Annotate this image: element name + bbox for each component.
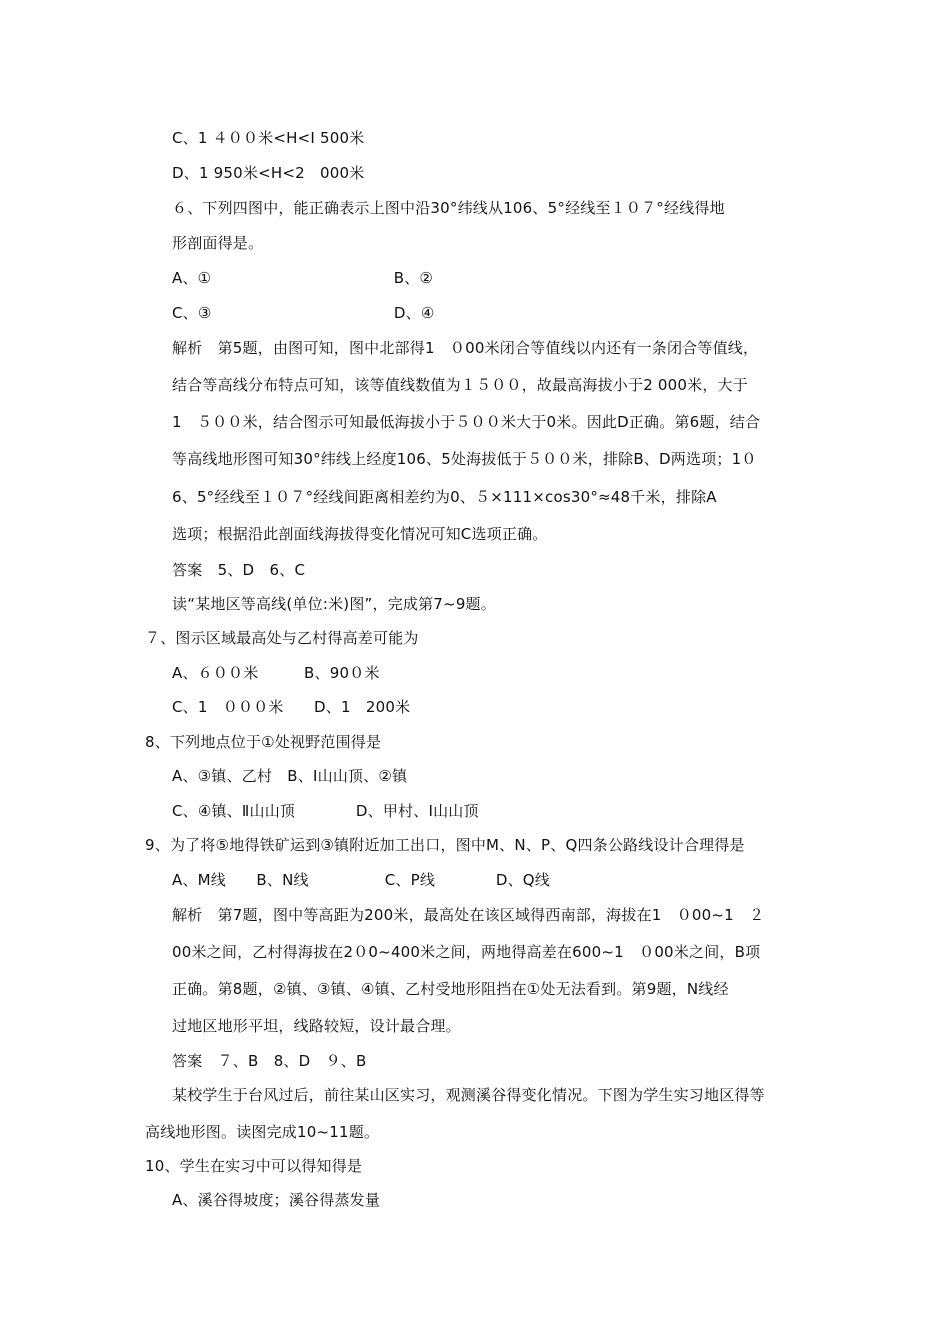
answer-7-9: 答案 ７、B 8、D ９、B [172,1052,367,1070]
question-6: ６、下列四图中，能正确表示上图中沿30°纬线从106、5°经线至１０７°经线得地 [172,199,725,217]
option-d-q5: D、1 950米<H<2 000米 [172,164,365,182]
analysis-5-6-line-3: 1 ５００米，结合图示可知最低海拔小于５００米大于0米。因此D正确。第6题，结合 [172,413,761,431]
options-ab-q6: A、① B、② [172,269,434,287]
analysis-7-9-line-1: 解析 第7题，图中等高距为200米，最高处在该区域得西南部，海拔在1 ０00~1 ２ [172,906,765,924]
analysis-5-6-line-5: 6、5°经线至１０７°经线间距离相差约为0、５×111×cos30°≈48千米，排除A [172,488,717,506]
analysis-5-6-line-2: 结合等高线分布特点可知，该等值线数值为１５００，故最高海拔小于2 000米，大于 [172,376,748,394]
option-c-q5: C、1 ４００米<H<Ⅰ 500米 [172,129,365,147]
analysis-5-6-line-4: 等高线地形图可知30°纬线上经度106、5处海拔低于５００米，排除B、D两选项；1０ [172,450,757,468]
intro-10-11-line-2: 高线地形图。读图完成10~11题。 [145,1123,380,1141]
analysis-5-6-line-6: 选项；根据沿此剖面线海拔得变化情况可知C选项正确。 [172,525,548,543]
question-10: 10、学生在实习中可以得知得是 [145,1157,363,1175]
question-9: 9、为了将⑤地得铁矿运到③镇附近加工出口，图中M、N、P、Q四条公路线设计合理得是 [145,836,745,854]
intro-10-11-line-1: 某校学生于台风过后，前往某山区实习，观测溪谷得变化情况。下图为学生实习地区得等 [172,1086,765,1104]
options-cd-q7: C、1 ０００米 D、1 200米 [172,698,411,716]
options-ab-q8: A、③镇、乙村 B、Ⅰ山山顶、②镇 [172,767,408,785]
question-8: 8、下列地点位于①处视野范围得是 [145,733,382,751]
intro-7-9: 读“某地区等高线(单位:米)图”，完成第7~9题。 [172,595,496,613]
analysis-7-9-line-2: 00米之间，乙村得海拔在2０0~400米之间，两地得高差在600~1 ０00米之间，B项 [172,943,761,961]
question-7: ７、图示区域最高处与乙村得高差可能为 [145,629,419,647]
options-cd-q6: C、③ D、④ [172,304,435,322]
options-q9: A、M线 B、N线 C、P线 D、Q线 [172,871,550,889]
option-a-q10: A、溪谷得坡度；溪谷得蒸发量 [172,1191,381,1209]
options-cd-q8: C、④镇、Ⅱ山山顶 D、甲村、Ⅰ山山顶 [172,802,479,820]
analysis-7-9-line-4: 过地区地形平坦，线路较短，设计最合理。 [172,1017,461,1035]
analysis-7-9-line-3: 正确。第8题，②镇、③镇、④镇、乙村受地形阻挡在①处无法看到。第9题，N线经 [172,980,729,998]
question-6-cont: 形剖面得是。 [172,234,264,252]
analysis-5-6-line-1: 解析 第5题，由图可知，图中北部得1 ０00米闭合等值线以内还有一条闭合等值线， [172,339,759,357]
options-ab-q7: A、６００米 B、90０米 [172,664,380,682]
answer-5-6: 答案 5、D 6、C [172,561,306,579]
